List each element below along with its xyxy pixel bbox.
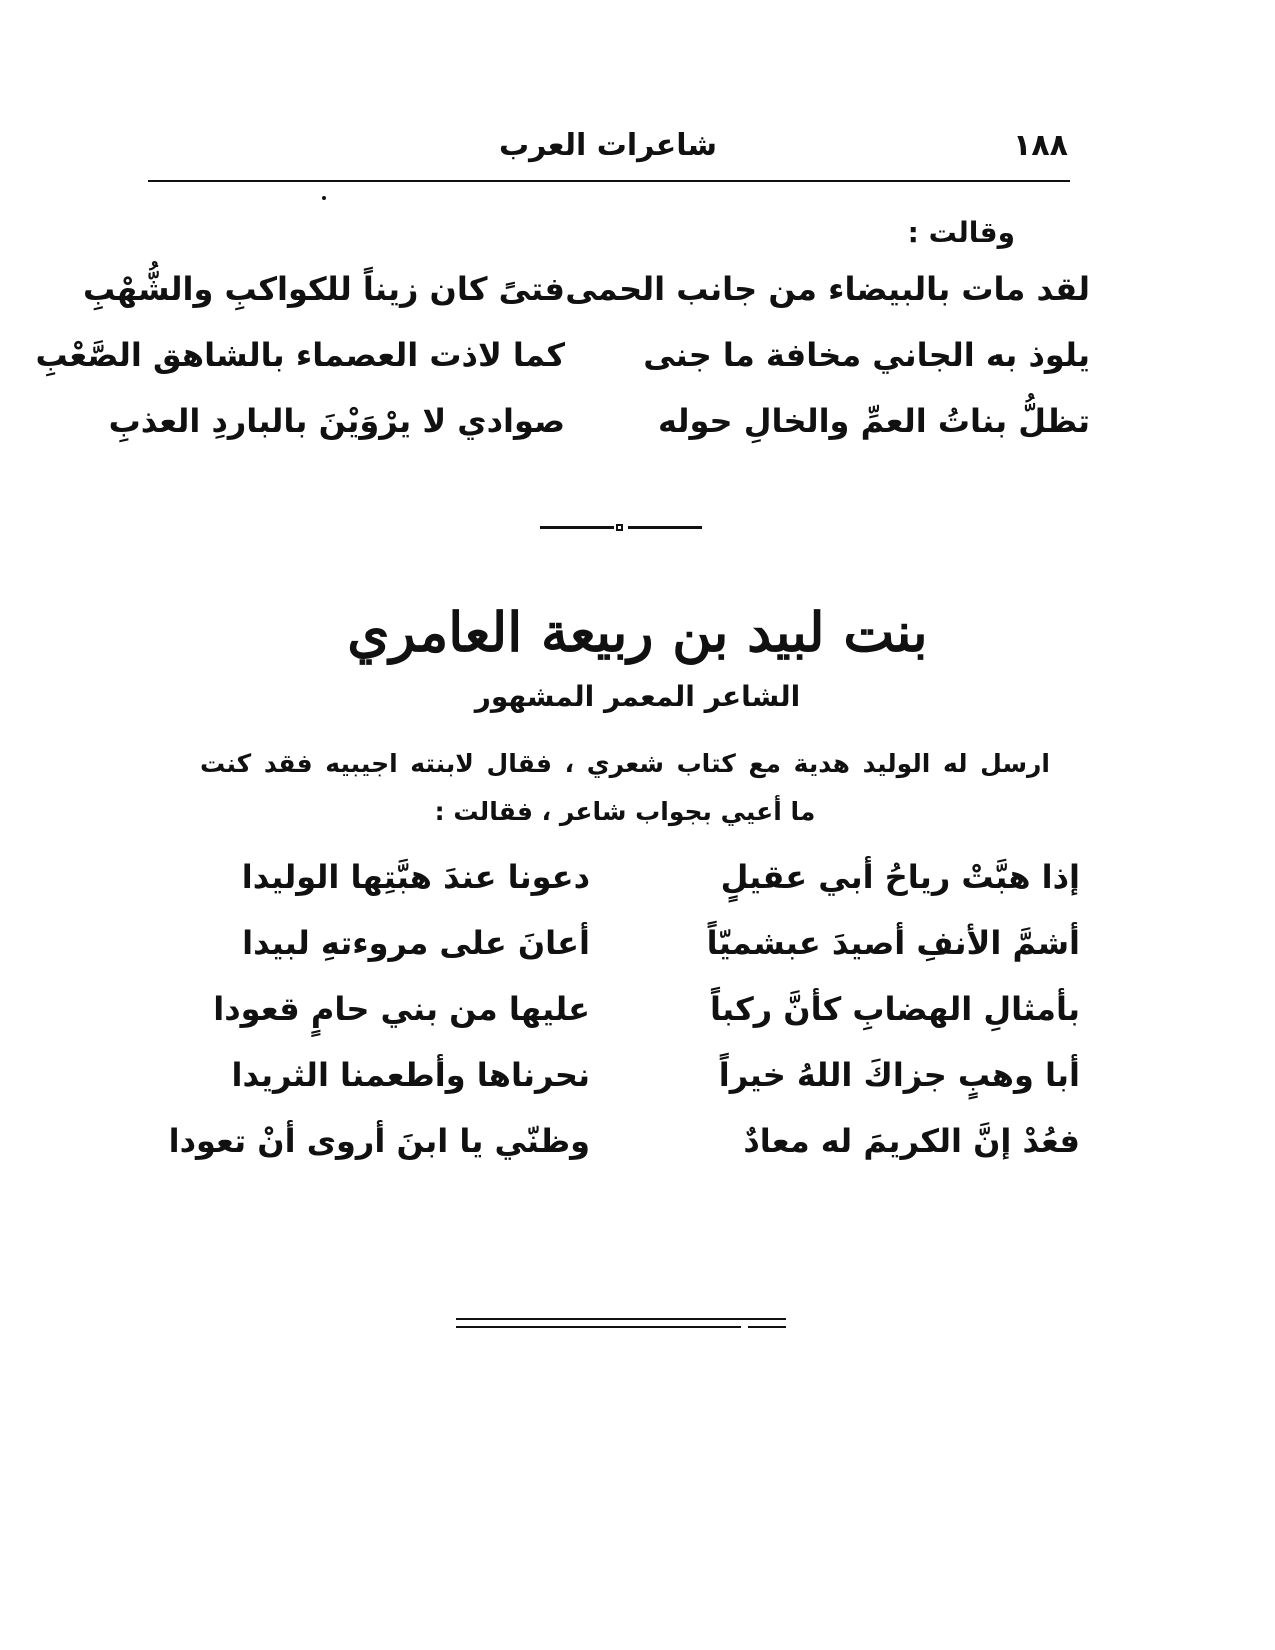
page-number: ١٨٨ <box>1013 128 1068 163</box>
poem-2 <box>168 858 1080 1188</box>
verse <box>180 990 1080 1056</box>
verse-second-hemistich: كما لاذت العصماء بالشاهق الصَّعْبِ <box>35 336 565 374</box>
verse-first-hemistich: أبا وهبٍ جزاكَ اللهُ خيراً <box>718 1056 1080 1094</box>
section-divider-ornament <box>540 524 702 532</box>
verse-second-hemistich: صوادي لا يرْوَيْنَ بالباردِ العذبِ <box>108 402 565 440</box>
verse-first-hemistich: أشمَّ الأنفِ أصيدَ عبشميّاً <box>706 924 1080 962</box>
poem-1 <box>35 270 1090 468</box>
ink-speck <box>322 196 326 200</box>
end-rule <box>456 1326 741 1328</box>
prose-line: ما أعيي بجواب شاعر ، فقالت : <box>434 797 816 826</box>
intro-line: وقالت : <box>907 216 1015 249</box>
section-subtitle: الشاعر المعمر المشهور <box>474 680 801 713</box>
verse-second-hemistich: عليها من بني حامٍ قعودا <box>213 990 590 1028</box>
verse <box>35 336 1090 402</box>
verse-first-hemistich: فعُدْ إنَّ الكريمَ له معادٌ <box>743 1122 1080 1160</box>
verse <box>168 1122 1080 1188</box>
verse-first-hemistich: إذا هبَّتْ رياحُ أبي عقيلٍ <box>720 858 1080 896</box>
verse-first-hemistich: تظلُّ بناتُ العمِّ والخالِ حوله <box>658 402 1090 440</box>
section-title: بنت لبيد بن ربيعة العامري <box>347 600 928 664</box>
page-header <box>148 128 1068 168</box>
verse-first-hemistich: بأمثالِ الهضابِ كأنَّ ركباً <box>710 990 1080 1028</box>
prose-paragraph <box>200 740 1050 836</box>
verse <box>108 402 1090 468</box>
verse-second-hemistich: وظنّي يا ابنَ أروى أنْ تعودا <box>168 1122 590 1160</box>
end-rule <box>456 1318 786 1320</box>
verse-first-hemistich: لقد مات بالبيضاء من جانب الحمى <box>565 270 1090 308</box>
divider-line <box>540 526 614 529</box>
verse-second-hemistich: نحرناها وأطعمنا الثريدا <box>231 1056 590 1094</box>
verse <box>180 924 1080 990</box>
verse-second-hemistich: فتىً كان زيناً للكواكبِ والشُّهْبِ <box>82 270 565 308</box>
header-rule <box>148 180 1070 182</box>
running-title: شاعرات العرب <box>498 128 718 163</box>
divider-diamond <box>616 524 623 531</box>
verse-first-hemistich: يلوذ به الجاني مخافة ما جنى <box>643 336 1090 374</box>
verse <box>82 270 1090 336</box>
verse <box>180 1056 1080 1122</box>
verse-second-hemistich: دعونا عندَ هبَّتِها الوليدا <box>241 858 590 896</box>
verse-second-hemistich: أعانَ على مروءتهِ لبيدا <box>242 924 590 962</box>
prose-line: ارسل له الوليد هدية مع كتاب شعري ، فقال لابنته اجيبيه فقد كنت <box>200 749 1050 778</box>
verse <box>180 858 1080 924</box>
end-rule <box>748 1326 786 1328</box>
divider-line <box>628 526 702 529</box>
